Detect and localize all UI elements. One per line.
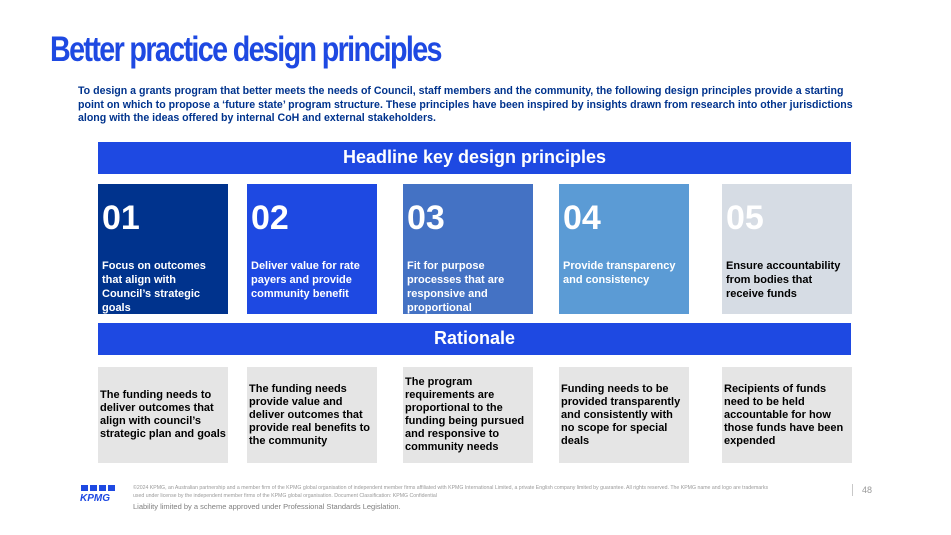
principle-number: 01 (102, 199, 140, 237)
principle-card-05 (722, 184, 852, 314)
rationale-text: Recipients of funds need to be held accountable for how those funds have been expended (724, 382, 844, 447)
intro-paragraph: To design a grants program that better meets the needs of Council, staff members and the community, the following design principles provide a starting point on which to propose a ‘future state’ program structure. These principles have been inspired by insights drawn from research into other jurisdictions along with the ideas offered by internal CoH and external stakeholders. (78, 85, 853, 124)
liability-note: Liability limited by a scheme approved under Professional Standards Legislation. (133, 502, 401, 511)
rationale-text: The funding needs to deliver outcomes that align with council’s strategic plan and goals (100, 389, 226, 440)
legal-footer: ©2024 KPMG, an Australian partnership and a member firm of the KPMG global organisation of independent member firms affiliated with KPMG International Limited, a private English company limited by guarantee. All rights reserved. The KPMG name and logo are trademarks used under license by the independent member firms of the KPMG global organisation. Document Classification: KPMG Confidential (133, 485, 769, 499)
principle-card-01 (98, 184, 228, 314)
rationale-card-03 (403, 367, 533, 463)
page-number: 48 (862, 485, 873, 495)
rationale-card-05 (722, 367, 852, 463)
page-title: Better practice design principles (50, 30, 441, 69)
rationale-card-02 (247, 367, 377, 463)
principle-number: 05 (726, 199, 764, 237)
principle-text: Provide transparency and consistency (563, 260, 676, 286)
principle-number: 03 (407, 199, 445, 237)
rationale-text: Funding needs to be provided transparently and consistently with no scope for special deals (561, 382, 681, 447)
rationale-text: The funding needs provide value and deliver outcomes that provide real benefits to the community (249, 382, 371, 447)
principle-number: 02 (251, 199, 289, 237)
principle-number: 04 (563, 199, 601, 237)
principle-text: Ensure accountability from bodies that receive funds (726, 260, 841, 300)
principle-card-04 (559, 184, 689, 314)
principle-text: Focus on outcomes that align with Council’s strategic goals (102, 260, 206, 314)
rationale-card-01 (98, 367, 228, 463)
kpmg-logo (79, 484, 119, 502)
rationale-card-04 (559, 367, 689, 463)
principle-card-03 (403, 184, 533, 314)
principle-card-02 (247, 184, 377, 314)
principle-text: Fit for purpose processes that are responsive and proportional (407, 260, 505, 314)
footer-divider (852, 484, 853, 496)
headline-banner: Headline key design principles (98, 142, 851, 174)
logo-text: KPMG (80, 493, 110, 502)
principle-text: Deliver value for rate payers and provide community benefit (251, 260, 360, 300)
rationale-text: The program requirements are proportional to the funding being pursued and responsive to community needs (405, 376, 525, 453)
rationale-banner: Rationale (98, 323, 851, 355)
